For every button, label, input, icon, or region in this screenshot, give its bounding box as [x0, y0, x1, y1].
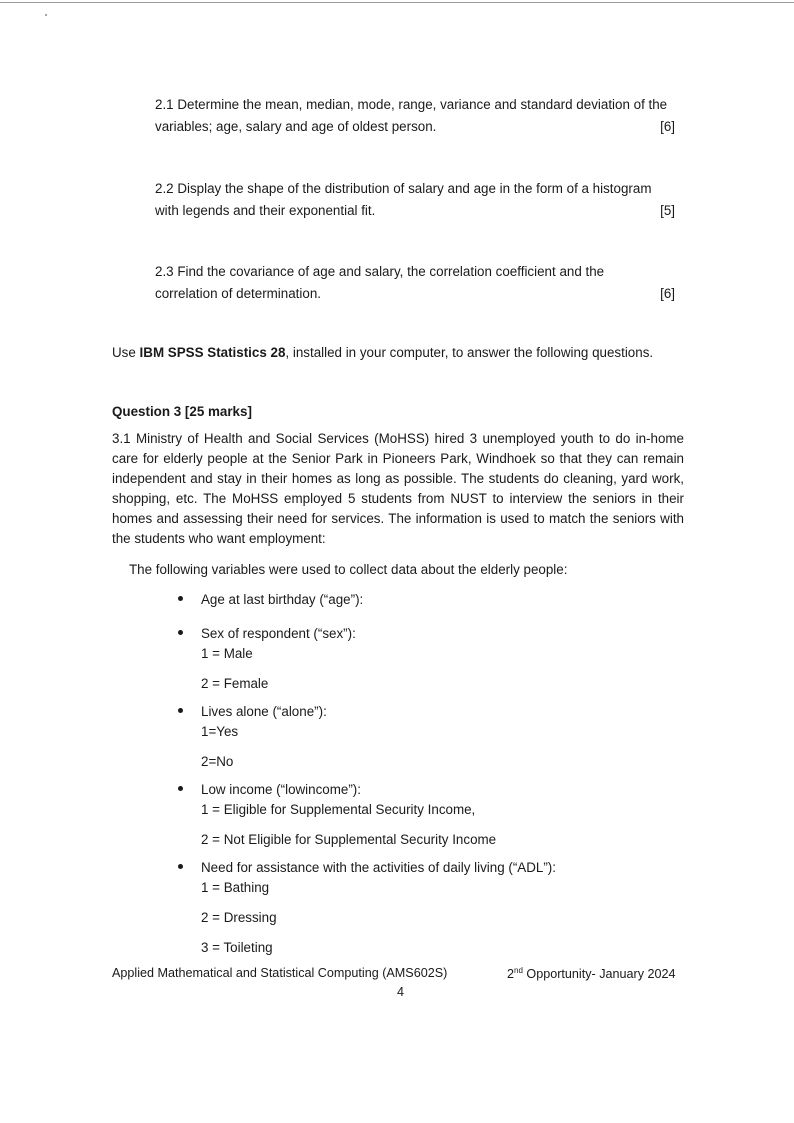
variable-item-age	[178, 590, 658, 610]
variable-code: 2 = Female	[201, 676, 269, 691]
variable-code: 1 = Eligible for Supplemental Security Income,	[201, 802, 476, 817]
spss-instruction	[112, 343, 653, 363]
instruction-suffix: , installed in your computer, to answer the following questions.	[285, 345, 654, 360]
variable-item-sex	[178, 624, 658, 694]
sub-question-2-3	[155, 261, 675, 305]
marks-label: [5]	[660, 203, 675, 218]
variable-code: 2 = Not Eligible for Supplemental Security Income	[201, 832, 497, 847]
sub-question-2-1	[155, 94, 675, 138]
bullet-icon	[178, 864, 183, 869]
question-3-1-scenario: 3.1 Ministry of Health and Social Services (MoHSS) hired 3 unemployed youth to do in-home care for elderly people at the Senior Park in Pioneers Park, Windhoek so that they can remain independent and stay in their homes as long as possible. The students do cleaning, yard work, shopping, etc. The MoHSS employed 5 students from NUST to interview the seniors in their homes and assessing their need for services. The information is used to match the seniors with the students who want employment:	[112, 431, 684, 546]
bullet-icon	[178, 596, 183, 601]
variable-code: 1 = Male	[201, 646, 253, 661]
marks-label: [6]	[660, 286, 675, 301]
page-number: 4	[397, 985, 405, 999]
variable-code: 3 = Toileting	[201, 940, 273, 955]
variable-title: Low income (“lowincome”):	[201, 782, 361, 797]
footer-opportunity	[507, 966, 676, 981]
variable-code: 2=No	[201, 754, 234, 769]
marks-label: [6]	[660, 119, 675, 134]
software-name: IBM SPSS Statistics 28	[139, 345, 286, 360]
variable-title: Need for assistance with the activities of daily living (“ADL”):	[201, 860, 556, 875]
variable-code: 1=Yes	[201, 724, 239, 739]
variable-code: 1 = Bathing	[201, 880, 270, 895]
scan-speck	[45, 14, 47, 16]
variable-list	[178, 590, 658, 966]
bullet-icon	[178, 708, 183, 713]
variable-item-lowincome	[178, 780, 658, 850]
sub-question-text: 2.1 Determine the mean, median, mode, range, variance and standard deviation of the variables; age, salary and age of oldest person.	[155, 97, 668, 134]
variable-item-adl	[178, 858, 658, 958]
opportunity-text: Opportunity- January 2024	[522, 967, 676, 982]
variable-title: Lives alone (“alone”):	[201, 704, 327, 719]
sub-question-2-2	[155, 178, 675, 222]
sub-question-text: 2.2 Display the shape of the distribution of salary and age in the form of a histogram with legends and their exponential fit.	[155, 181, 652, 218]
question-3-heading: Question 3 [25 marks]	[112, 404, 252, 419]
footer-course-name: Applied Mathematical and Statistical Computing (AMS602S)	[112, 966, 448, 980]
variable-code: 2 = Dressing	[201, 910, 277, 925]
variable-item-alone	[178, 702, 658, 772]
top-border-line	[0, 2, 794, 3]
sub-question-text: 2.3 Find the covariance of age and salary, the correlation coefficient and the correlation of determination.	[155, 264, 605, 301]
variables-intro: The following variables were used to collect data about the elderly people:	[129, 562, 568, 577]
variable-title: Age at last birthday (“age”):	[201, 592, 364, 607]
opportunity-number: 2	[507, 967, 515, 982]
opportunity-ordinal: nd	[514, 966, 523, 975]
bullet-icon	[178, 786, 183, 791]
instruction-prefix: Use	[112, 345, 140, 360]
bullet-icon	[178, 630, 183, 635]
variable-title: Sex of respondent (“sex”):	[201, 626, 356, 641]
